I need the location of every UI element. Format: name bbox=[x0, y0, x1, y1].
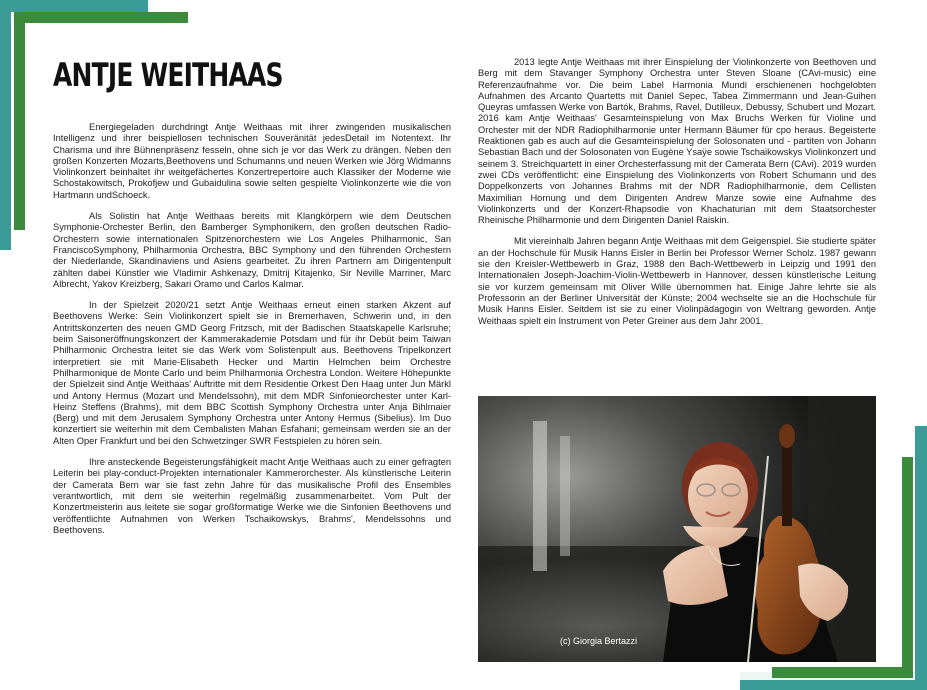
frame-bar-green-left bbox=[14, 12, 25, 230]
paragraph: Ihre ansteckende Begeisterungsfähigkeit macht Antje Weithaas auch zu einer gefragten Leiterin bei play-conduct-Projekten internationaler Kammerorchester. Als künstlerische Leiterin der Camerata Bern war sie fast zehn Jahre für das musikalische Profil des Ensembles verantwortlich, mit dem sie weiterhin regelmäßig zusammenarbeitet. Vom Pult der Konzertmeisterin aus leitete sie sogar großformatige Werke wie die Sinfonien Beethovens und veröffentlichte Aufnahmen von Werken Tschaikowskys, Brahms', Mendelssohns und Beethovens. bbox=[53, 457, 451, 535]
frame-bar-green-right bbox=[902, 457, 913, 678]
violin-scroll bbox=[779, 424, 795, 448]
frame-bar-teal-bottom bbox=[740, 680, 927, 690]
frame-bar-teal-right bbox=[915, 426, 927, 690]
paragraph: Mit viereinhalb Jahren begann Antje Weithaas mit dem Geigenspiel. Sie studierte später an der Hochschule für Musik Hanns Eisler in Berlin bei Professor Werner Scholz. 1987 gewann sie den Kreisler-Wettbewerb in Graz, 1988 den Bach-Wettbewerb in Leipzig und 1991 den Internationalen Joseph-Joachim-Violin-Wettbewerb in Hannover, dessen künstlerische Leitung sie vor kurzem gemeinsam mit Oliver Wille übernommen hat. Einige Jahre lehrte sie als Professorin an der Berliner Universität der Künste; 2004 wechselte sie an die Hochschule für Musik Hanns Eisler. Seitdem ist sie zu einer Violinpädagogin von Weltrang geworden. Antje Weithaas spielt ein Instrument von Peter Greiner aus dem Jahr 2001. bbox=[478, 236, 876, 326]
window-light bbox=[560, 436, 570, 556]
frame-bar-green-top bbox=[14, 12, 188, 23]
paragraph: In der Spielzeit 2020/21 setzt Antje Weithaas erneut einen starken Akzent auf Beethovens Werke: Sein Violinkonzert spielt sie in Bremerhaven, Schwerin und, in den Antrittskonzerten des neuen GMD Georg Fritzsch, mit der Badischen Staatskapelle Karlsruhe; beim Saisoneröffnungskonzert der Kammerakademie Potsdam und für ihr Debüt beim Taiwan Philharmonic Orchestra leitet sie das Werk vom Solistenpult aus. Beethovens Tripelkonzert interpretiert sie mit Marie-Elisabeth Hecker und Martin Helmchen beim Orchestre Philharmonique de Monte Carlo und beim Philharmonia Orchestra London. Weitere Höhepunkte der Spielzeit sind Antje Weithaas' Auftritte mit dem Residentie Orkest Den Haag unter Jun Märkl und Antony Hermus (Mozart und Mendelssohn), mit dem MDR Sinfonieorchester unter Karl-Heinz Steffens (Brahms), mit dem BBC Scottish Symphony Orchestra unter Anja Bihlmaier (Berg) und mit dem Jerusalem Symphony Orchestra unter Antony Hermus (Sibelius). Im Duo konzertiert sie weiterhin mit dem Cembalisten Mahan Esfahani; gemeinsam werden sie an der Alten Oper Frankfurt und bei den Schwetzinger SWR Festspielen zu hören sein. bbox=[53, 300, 451, 446]
violin-neck bbox=[782, 436, 792, 526]
frame-bar-teal-top bbox=[0, 0, 148, 12]
paragraph: Energiegeladen durchdringt Antje Weithaas mit ihrer zwingenden musikalischen Intelligenz und ihrer beispiellosen technischen Souveränität jedesDetail im Notentext. Ihr Charisma und ihre Bühnenpräsenz fesseln, ohne sich je vor das Werk zu drängen. Neben den großen Konzerten Mozarts,Beethovens und Schumanns und neuen Werken wie Jörg Widmanns Violinkonzert beinhaltet ihr weitgefächertes Konzertrepertoire auch Klassiker der Moderne wie Schostakowitsch, Prokofjew und Gubaidulina sowie selten gespielte Violinkonzerte wie die von Hartmann undSchoeck. bbox=[53, 122, 451, 200]
paragraph: 2013 legte Antje Weithaas mit ihrer Einspielung der Violinkonzerte von Beethoven und Berg mit dem Stavanger Symphony Orchestra unter Steven Sloane (CAvi-music) eine Referenzaufnahme vor. Die beim Label Harmonia Mundi erschienenen hochgelobten Aufnahmen des Arcanto Quartetts mit Daniel Sepec, Tabea Zimmermann und Jean-Guihen Queyras umfassen Werke von Bartók, Brahms, Ravel, Dutilleux, Debussy, Schubert und Mozart. 2016 kam Antje Weithaas' Gesamteinspielung von Max Bruchs Werken für Violine und Orchester mit der NDR Radiophilharmonie unter Hermann Bäumer für cpo heraus. Begeisterte Reaktionen gab es auch auf die Gesamteinspielung der Solosonaten und - partiten von Johann Sebastian Bach und der Solosonaten von Eugène Ysaÿe sowie Tschaikowskys Violinkonzert und seinem 3. Streichquartett in einer Orchesterfassung mit der Camerata Bern (CAvi). 2019 wurden zwei CDs veröffentlicht: eine Einspielung des Violinkonzerts von Robert Schumann und des Doppelkonzerts von Johannes Brahms mit der NDR Radiophilharmonie, dem Cellisten Maximilian Hornung und dem Dirigenten Andrew Manze sowie eine Aufnahme des Violinkonzerts und der Konzert-Rhapsodie von Khachaturian mit dem Staatsorchester Rheinische Philharmonie und dem Dirigenten Daniel Raiskin. bbox=[478, 57, 876, 226]
left-column bbox=[53, 122, 451, 546]
paragraph: Als Solistin hat Antje Weithaas bereits mit Klangkörpern wie dem Deutschen Symphonie-Orchester Berlin, den Bamberger Symphonikern, den großen deutschen Radio-Orchestern sowie internationalen Spitzenorchestern wie Los Angeles Philharmonic, San FranciscoSymphony, Philharmonia Orchestra, BBC Symphony und den führenden Orchestern der Niederlande, Skandinaviens und Asiens gearbeitet. Zu ihren Partnern am Dirigentenpult zählten dabei Künstler wie Vladimir Ashkenazy, Dmitrij Kitajenko, Sir Neville Marriner, Marc Albrecht, Yakov Kreizberg, Sakari Oramo und Carlos Kalmar. bbox=[53, 211, 451, 289]
photo-illustration bbox=[478, 396, 876, 662]
window-light bbox=[533, 421, 547, 571]
frame-bar-green-bottom bbox=[772, 667, 913, 678]
artist-photo bbox=[478, 396, 876, 662]
frame-bar-teal-left bbox=[0, 0, 11, 250]
right-column bbox=[478, 57, 876, 337]
photo-credit: (c) Giorgia Bertazzi bbox=[560, 636, 638, 646]
page-title: ANTJE WEITHAAS bbox=[53, 56, 283, 94]
